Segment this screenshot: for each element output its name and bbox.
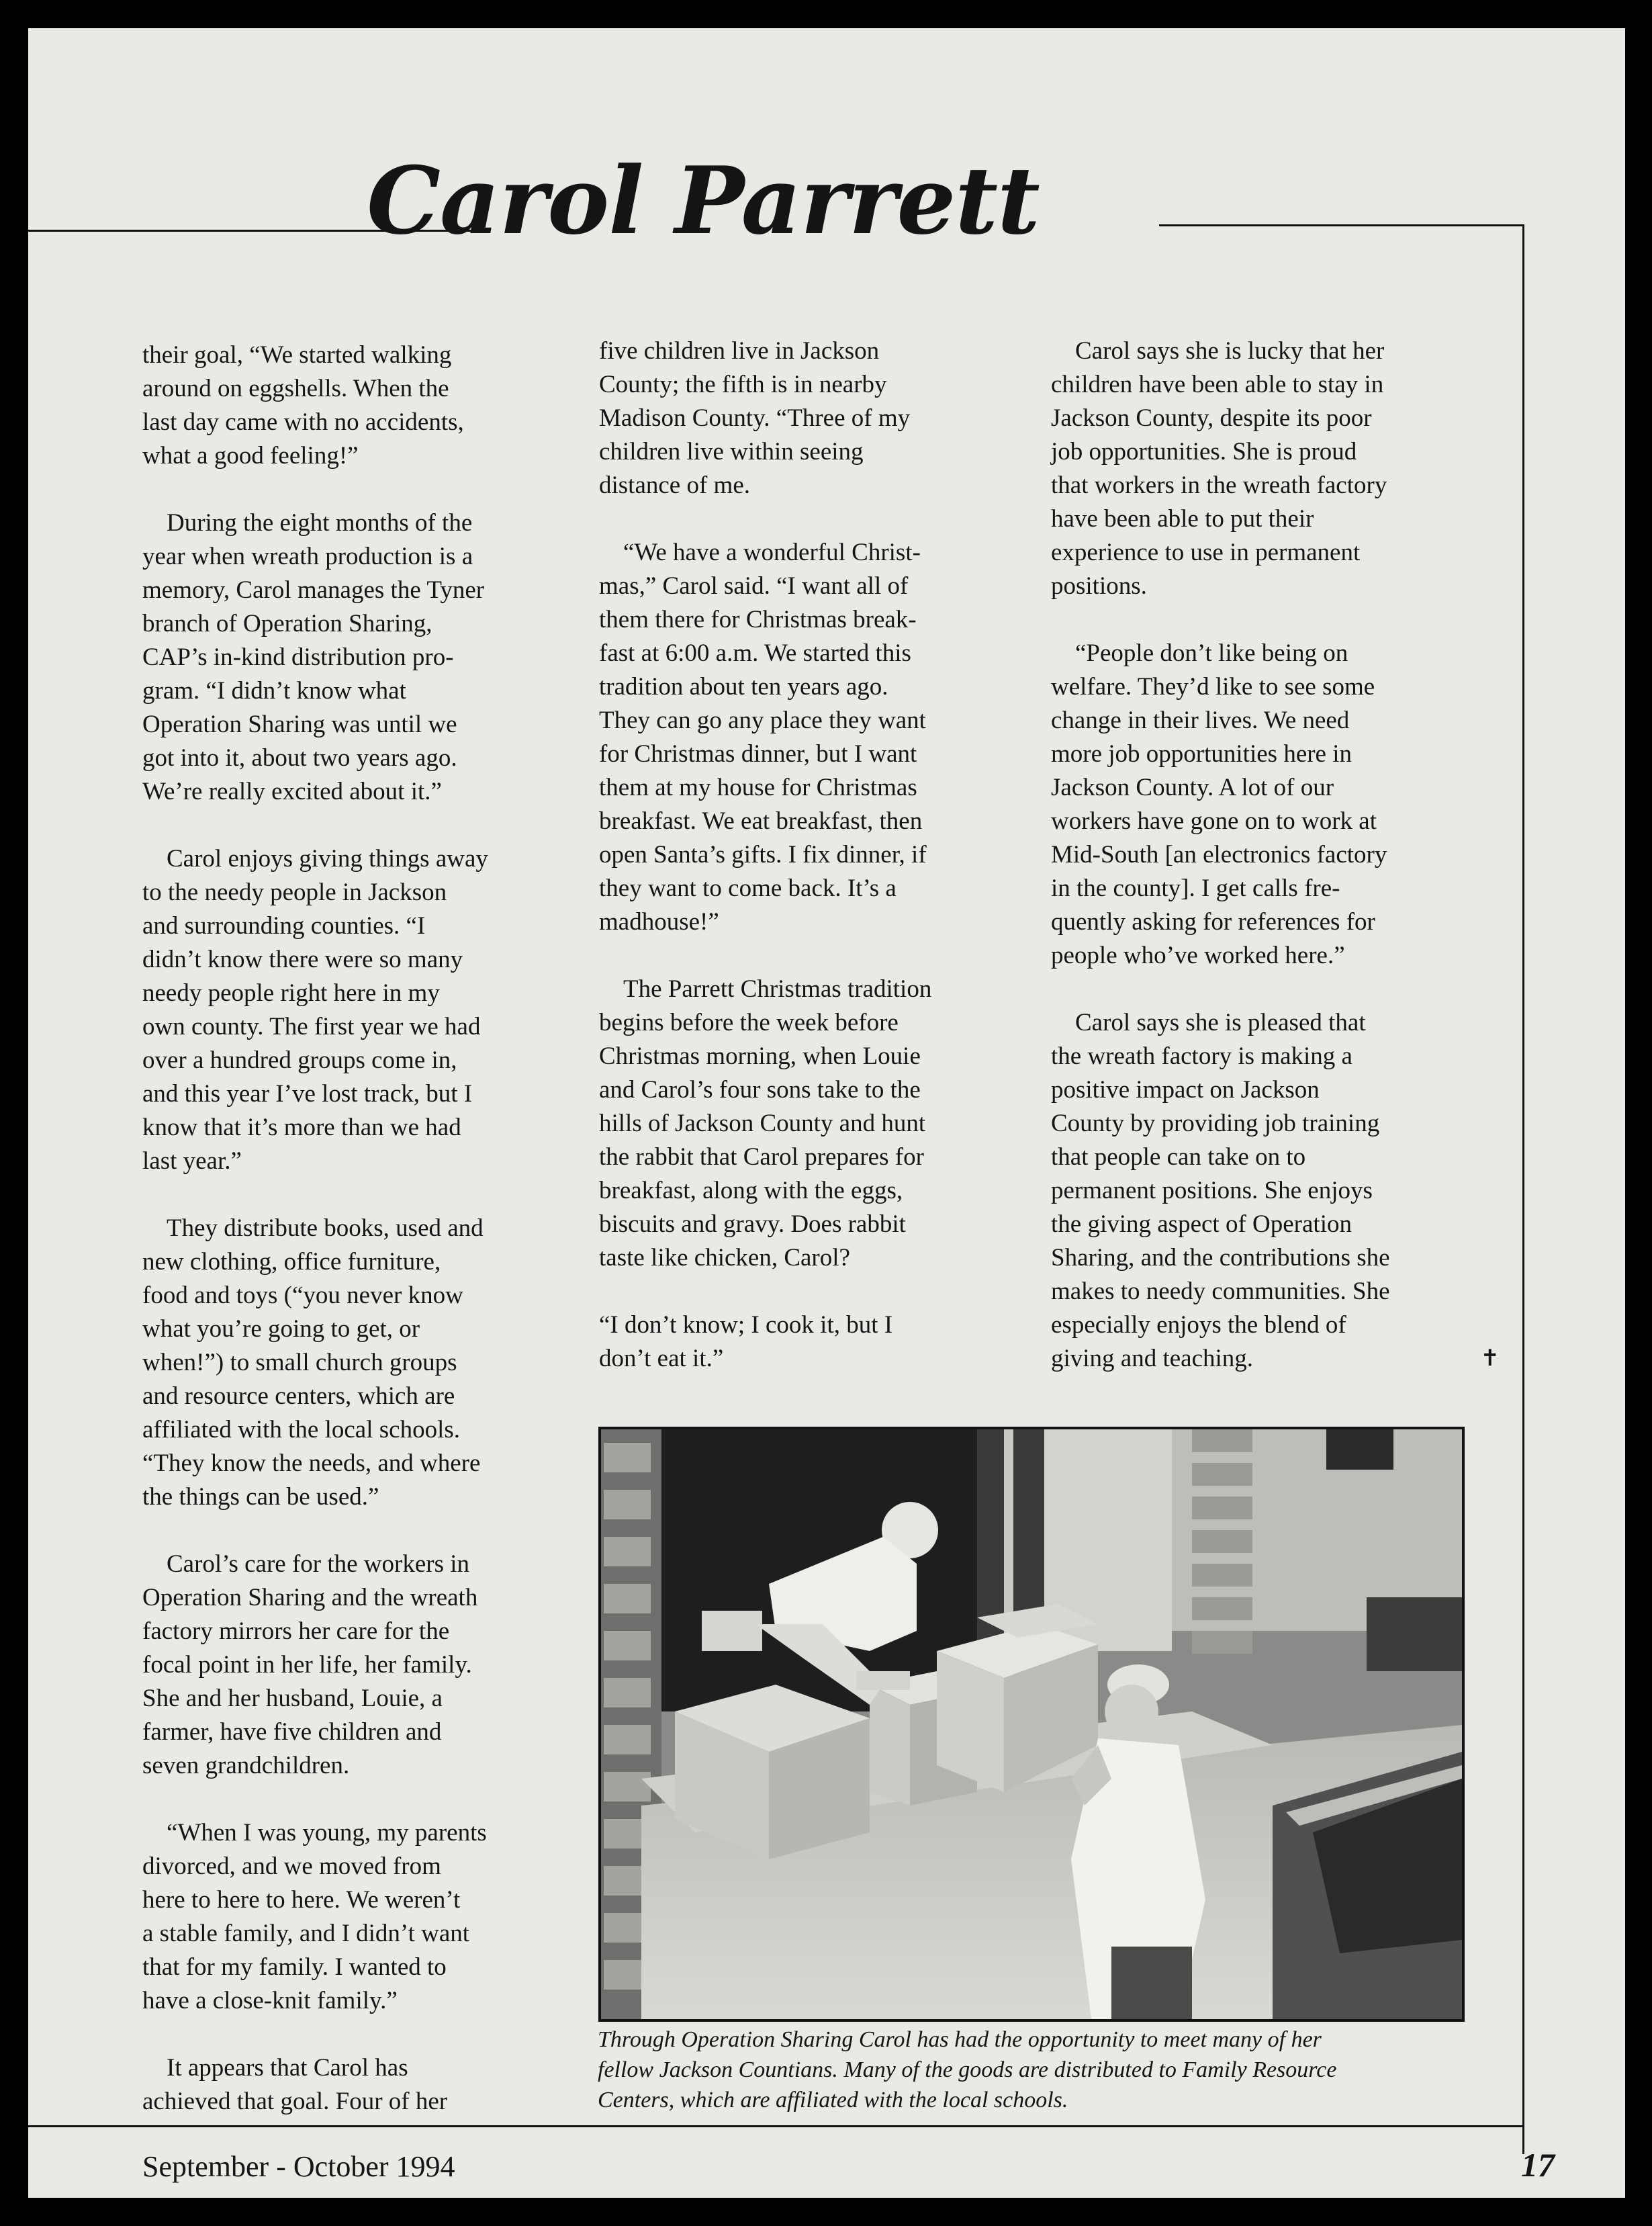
article-title: Carol Parrett xyxy=(367,146,1040,255)
article-column-3 xyxy=(1051,335,1508,1409)
page-number: 17 xyxy=(1521,2146,1555,2184)
paragraph: “We have a wonderful Christ- mas,” Carol said. “I want all of them there for Christmas break- fast at 6:00 a.m. We started this tradition about ten years ago. They can go any place they want for Christmas dinner, but I want them at my house for Christmas breakfast. We eat breakfast, then open Santa’s gifts. I fix dinner, if they want to come back. It’s a madhouse!” xyxy=(599,539,927,936)
paragraph: their goal, “We started walking around on eggshells. When the last day came with no accidents, what a good feeling!” xyxy=(142,341,464,470)
paragraph: “When I was young, my parents divorced, and we moved from here to here to here. We weren’t a stable family, and I didn’t want that for my family. I wanted to have a close-knit family.” xyxy=(142,1819,487,2014)
paragraph: “I don’t know; I cook it, but I don’t eat it.” xyxy=(599,1311,893,1372)
wreath-stack-right xyxy=(1192,1429,1252,1654)
paragraph: five children live in Jackson County; the fifth is in nearby Madison County. “Three of my children live within seeing distance of me. xyxy=(599,337,911,499)
paragraph: Carol’s care for the workers in Operation Sharing and the wreath factory mirrors her care for the focal point in her life, her family. She and her husband, Louie, a farmer, have five children and seven grandchildren. xyxy=(142,1550,478,1779)
paragraph-last xyxy=(1051,1006,1508,1376)
photo-caption: Through Operation Sharing Carol has had the opportunity to meet many of her fellow Jackson Countians. Many of the goods are distributed to Family Resource Centers, which are affiliated with the local schools. xyxy=(598,2027,1337,2112)
paragraph: Carol enjoys giving things away to the needy people in Jackson and surrounding counties. “I didn’t know there were so many needy people right here in my own county. The first year we had over a hundred groups come in, and this year I’ve lost track, but I know that it’s more than we had last year.” xyxy=(142,845,488,1175)
article-photo xyxy=(598,1427,1465,2022)
article-column-2 xyxy=(599,335,1029,1409)
paragraph: During the eight months of the year when wreath production is a memory, Carol manages the Tyner branch of Operation Sharing, CAP’s in-kind distribution pro- gram. “I didn’t know what Operation Sharing was until we got into it, about two years ago. We’re really excited about it.” xyxy=(142,509,485,805)
paragraph: They distribute books, used and new clothing, office furniture, food and toys (“you never know what you’re going to get, or when!”) to small church groups and resource centers, which are affiliated with the local schools. “They know the needs, and where the things can be used.” xyxy=(142,1214,484,1511)
paragraph: The Parrett Christmas tradition begins before the week before Christmas morning, when Louie and Carol’s four sons take to the hills of Jackson County and hunt the rabbit that Carol prepares for breakfast, along with the eggs, biscuits and gravy. Does rabbit taste like chicken, Carol? xyxy=(599,975,932,1272)
paragraph: “People don’t like being on welfare. They’d like to see some change in their lives. We need more job opportunities here in Jackson County. A lot of our workers have gone on to work at Mid-South [an electronics factory in the county]. I get calls fre- quently asking for references for people who’ve worked here.” xyxy=(1051,639,1387,969)
frame-rule-right xyxy=(1522,224,1524,2154)
paragraph: It appears that Carol has achieved that goal. Four of her xyxy=(142,2054,448,2115)
paragraph-text: Carol says she is pleased that the wreath factory is making a positive impact on Jackson County by providing job training that people can take on to permanent positions. She enjoys the giving aspect of Operation Sharing, and the contributions she makes to needy communities. She especially enjoys the blend of giving and teaching. xyxy=(1051,1009,1390,1372)
magazine-page xyxy=(28,28,1625,2198)
end-mark-icon: ✝ xyxy=(1480,1346,1500,1371)
paragraph: Carol says she is lucky that her children have been able to stay in Jackson County, despite its poor job opportunities. She is proud that workers in the wreath factory have been able to put their experience to use in permanent positions. xyxy=(1051,337,1387,600)
article-column-1 xyxy=(142,339,579,2152)
footer-issue-date: September - October 1994 xyxy=(142,2150,455,2183)
